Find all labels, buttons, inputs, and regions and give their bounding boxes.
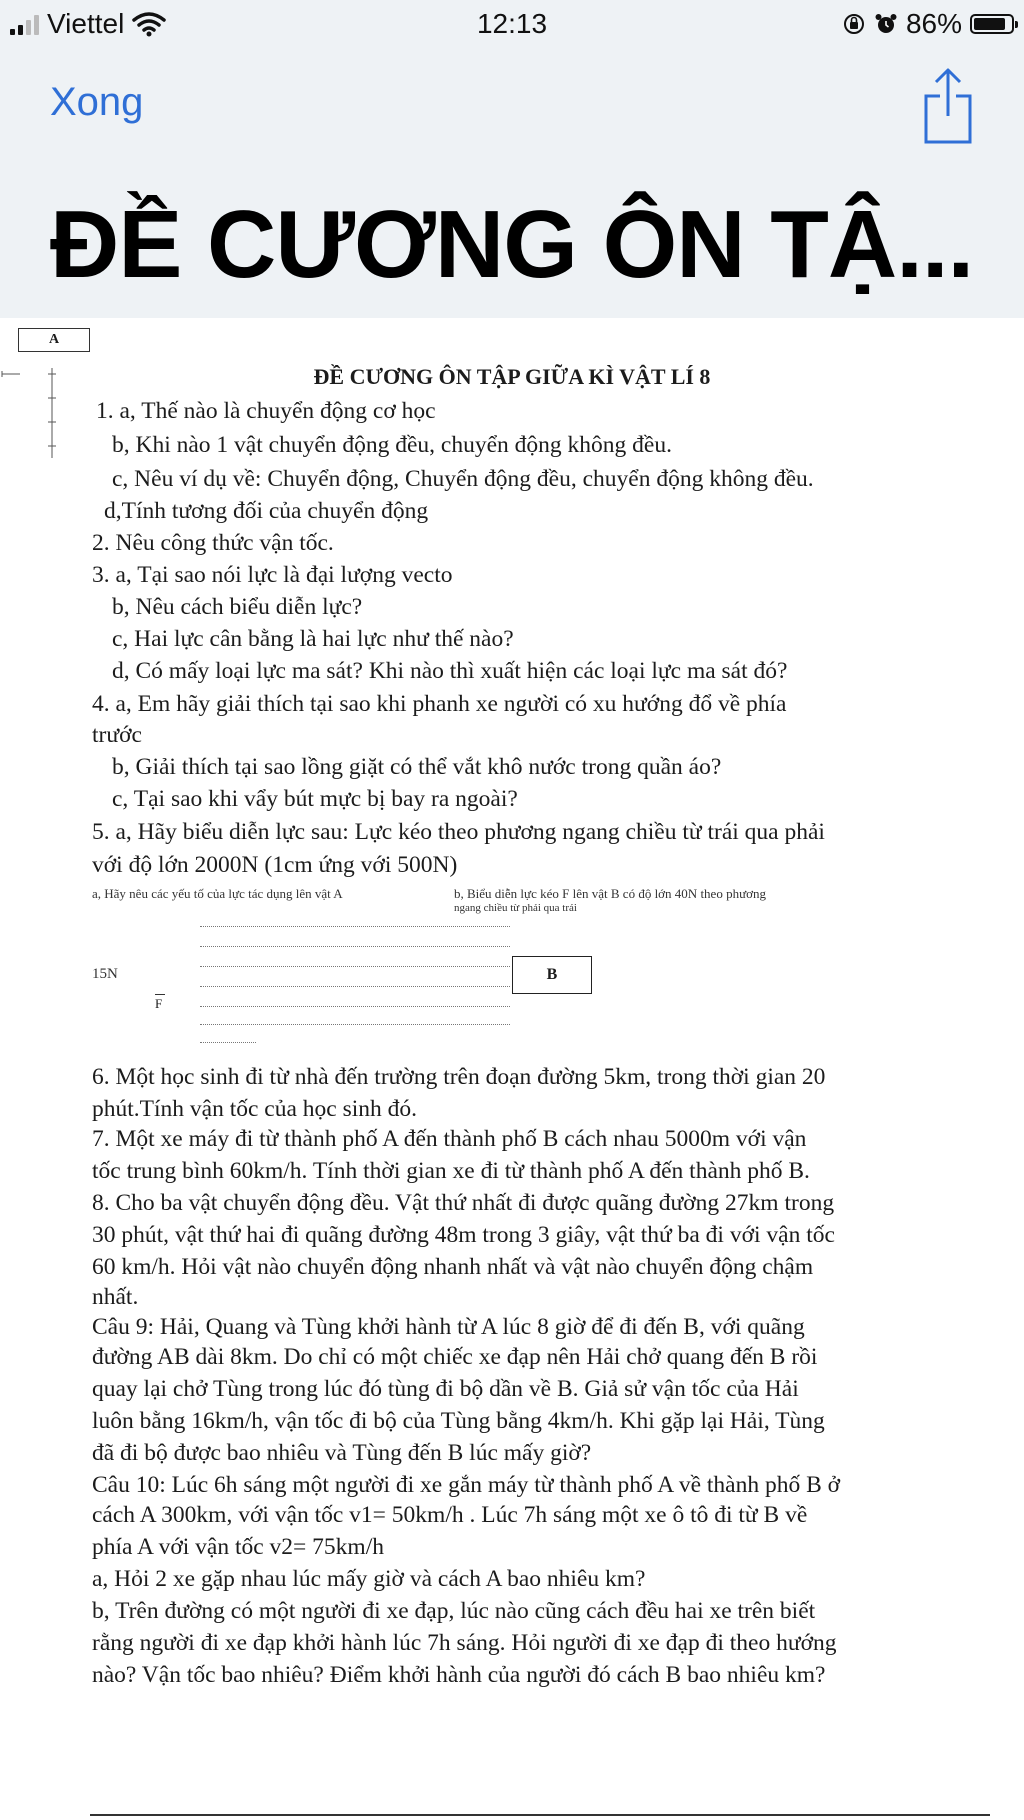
- question-line: b, Trên đường có một người đi xe đạp, lúc nào cũng cách đều hai xe trên biết: [92, 1598, 816, 1624]
- question-line: phía A với vận tốc v2= 75km/h: [92, 1534, 384, 1560]
- document-page[interactable]: [0, 318, 1024, 1820]
- carrier-name: Viettel: [47, 8, 125, 39]
- dotted-answer-line: [200, 986, 510, 987]
- question-line: Câu 10: Lúc 6h sáng một người đi xe gắn máy từ thành phố A về thành phố B ở: [92, 1472, 841, 1498]
- status-bar: [0, 0, 1024, 50]
- label-box-b: B: [512, 956, 592, 994]
- document-heading: ĐỀ CƯƠNG ÔN TẬP GIỮA KÌ VẬT LÍ 8: [313, 364, 711, 389]
- battery-icon: [970, 14, 1014, 34]
- sub-question-b: b, Biểu diễn lực kéo F lên vật B có độ lớn 40N theo phương: [454, 886, 766, 901]
- clock: 12:13: [476, 8, 548, 39]
- question-line: nào? Vận tốc bao nhiêu? Điểm khởi hành của người đó cách B bao nhiêu km?: [92, 1662, 826, 1688]
- question-line: luôn bằng 16km/h, vận tốc đi bộ của Tùng bằng 4km/h. Khi gặp lại Hải, Tùng: [92, 1408, 825, 1434]
- dotted-answer-line: [200, 1024, 510, 1025]
- force-label-15n: 15N: [92, 966, 118, 982]
- dotted-answer-line: [200, 926, 510, 927]
- question-line: 1. a, Thế nào là chuyển động cơ học: [96, 398, 436, 424]
- battery-fill: [974, 18, 1005, 30]
- question-line: Câu 9: Hải, Quang và Tùng khởi hành từ A lúc 8 giờ để đi đến B, với quãng: [92, 1314, 805, 1340]
- question-line: tốc trung bình 60km/h. Tính thời gian xe đi từ thành phố A đến thành phố B.: [92, 1158, 810, 1184]
- question-line: phút.Tính vận tốc của học sinh đó.: [92, 1096, 418, 1122]
- question-line: 30 phút, vật thứ hai đi quãng đường 48m trong 3 giây, vật thứ ba đi với vận tốc: [92, 1222, 835, 1248]
- question-line: 2. Nêu công thức vận tốc.: [92, 530, 334, 556]
- question-line: đường AB dài 8km. Do chỉ có một chiếc xe đạp nên Hải chở quang đến B rồi: [92, 1344, 818, 1370]
- sub-question-b-continued: ngang chiều từ phải qua trái: [454, 902, 577, 914]
- question-line: d,Tính tương đối của chuyển động: [104, 498, 429, 524]
- done-button[interactable]: Xong: [50, 80, 144, 124]
- question-line: nhất.: [92, 1284, 139, 1310]
- question-line: trước: [92, 722, 142, 748]
- sub-question-a: a, Hãy nêu các yếu tố của lực tác dụng lên vật A: [92, 886, 343, 901]
- question-line: 3. a, Tại sao nói lực là đại lượng vecto: [92, 562, 453, 588]
- question-line: 60 km/h. Hỏi vật nào chuyển động nhanh nhất và vật nào chuyển động chậm: [92, 1254, 814, 1280]
- question-line: 5. a, Hãy biểu diễn lực sau: Lực kéo theo phương ngang chiều từ trái qua phải: [92, 819, 825, 845]
- question-line: b, Giải thích tại sao lồng giặt có thể vắt khô nước trong quần áo?: [112, 754, 722, 780]
- question-line: c, Hai lực cân bằng là hai lực như thế nào?: [112, 626, 514, 652]
- dotted-answer-line: [200, 1006, 510, 1007]
- question-line: 7. Một xe máy đi từ thành phố A đến thành phố B cách nhau 5000m với vận: [92, 1126, 807, 1152]
- question-line: c, Tại sao khi vẩy bút mực bị bay ra ngoài?: [112, 786, 518, 812]
- dotted-answer-line: [200, 966, 510, 967]
- question-line: 8. Cho ba vật chuyển động đều. Vật thứ nhất đi được quãng đường 27km trong: [92, 1190, 835, 1216]
- question-line: quay lại chở Tùng trong lúc đó tùng đi bộ dần về B. Giả sử vận tốc của Hải: [92, 1376, 799, 1402]
- alarm-icon: [874, 12, 898, 36]
- dotted-answer-line: [200, 1042, 256, 1043]
- force-vector-label: F: [155, 996, 163, 1011]
- question-line: b, Khi nào 1 vật chuyển động đều, chuyển động không đều.: [112, 432, 672, 458]
- orientation-lock-icon: [842, 12, 866, 36]
- share-icon[interactable]: [920, 66, 976, 146]
- question-line: b, Nêu cách biểu diễn lực?: [112, 594, 363, 620]
- question-line: cách A 300km, với vận tốc v1= 50km/h . Lúc 7h sáng một xe ô tô đi từ B về: [92, 1502, 808, 1528]
- page-bottom-rule: [90, 1814, 990, 1816]
- question-line: 6. Một học sinh đi từ nhà đến trường trên đoạn đường 5km, trong thời gian 20: [92, 1064, 826, 1090]
- question-line: với độ lớn 2000N (1cm ứng với 500N): [92, 852, 458, 878]
- status-right: [842, 8, 1014, 40]
- label-box-a: A: [18, 328, 90, 352]
- dotted-answer-line: [200, 946, 510, 947]
- question-line: c, Nêu ví dụ về: Chuyển động, Chuyển động đều, chuyển động không đều.: [112, 466, 814, 492]
- question-line: a, Hỏi 2 xe gặp nhau lúc mấy giờ và cách A bao nhiêu km?: [92, 1566, 646, 1592]
- question-line: 4. a, Em hãy giải thích tại sao khi phanh xe người có xu hướng đổ về phía: [92, 691, 787, 717]
- battery-percent: 86%: [905, 8, 962, 39]
- document-title: ĐỀ CƯƠNG ÔN TẬ...: [50, 191, 974, 298]
- question-line: d, Có mấy loại lực ma sát? Khi nào thì xuất hiện các loại lực ma sát đó?: [112, 658, 788, 684]
- question-line: rằng người đi xe đạp khởi hành lúc 7h sáng. Hỏi người đi xe đạp đi theo hướng: [92, 1630, 837, 1656]
- question-line: đã đi bộ được bao nhiêu và Tùng đến B lúc mấy giờ?: [92, 1440, 592, 1466]
